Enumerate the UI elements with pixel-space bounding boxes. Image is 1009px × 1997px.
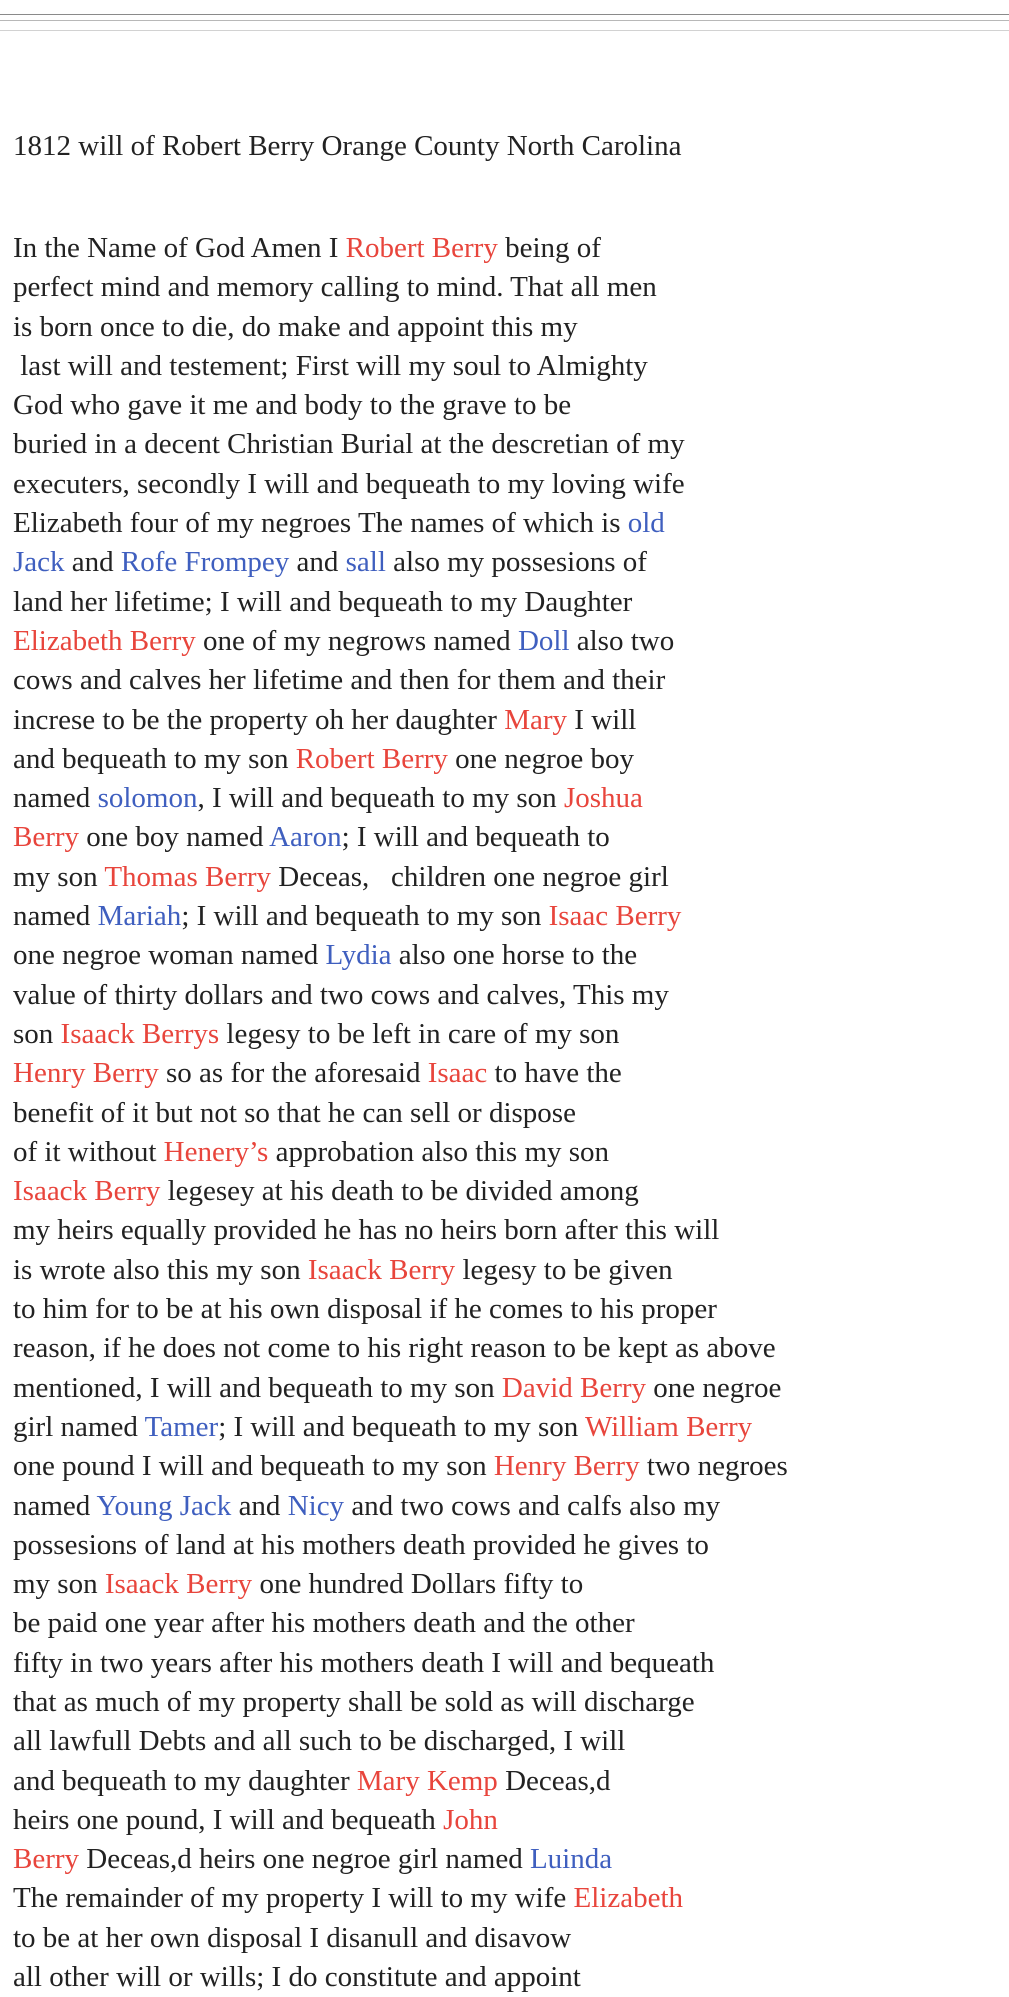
text-line xyxy=(13,1329,993,1368)
text-segment: that as much of my property shall be sold as will discharge xyxy=(13,1685,695,1718)
text-segment: my heirs equally provided he has no heirs born after this will xyxy=(13,1214,720,1247)
text-line xyxy=(13,465,993,504)
text-line xyxy=(13,1133,993,1172)
text-segment: cows and calves her lifetime and then for them and their xyxy=(13,664,666,697)
person-name: Berry xyxy=(13,821,80,854)
text-segment: Deceas, children one negroe girl xyxy=(271,860,669,893)
scan-edge-line xyxy=(0,14,1009,15)
text-line xyxy=(13,1801,993,1840)
text-segment: I will xyxy=(567,703,637,736)
text-segment: so as for the aforesaid xyxy=(158,1057,428,1090)
text-segment: one negroe boy xyxy=(447,742,634,775)
person-name: Isaac xyxy=(427,1057,488,1090)
text-line xyxy=(13,1369,993,1408)
text-segment: my son xyxy=(13,860,105,893)
enslaved-person-name: Lydia xyxy=(325,939,392,972)
text-line xyxy=(13,1879,993,1918)
text-segment: value of thirty dollars and two cows and calves, This my xyxy=(13,978,669,1011)
person-name: Elizabeth Berry xyxy=(13,624,196,657)
enslaved-person-name: Mariah xyxy=(97,900,182,933)
text-line xyxy=(13,701,993,740)
text-line xyxy=(13,818,993,857)
enslaved-person-name: Luinda xyxy=(529,1843,613,1876)
text-segment: son xyxy=(13,1017,61,1050)
text-line xyxy=(13,779,993,818)
person-name: John xyxy=(443,1803,498,1836)
text-segment: executers, secondly I will and bequeath to my loving wife xyxy=(13,467,685,500)
text-line xyxy=(13,1094,993,1133)
person-name: Isaack Berry xyxy=(307,1253,456,1286)
person-name: Henry Berry xyxy=(493,1450,640,1483)
enslaved-person-name: sall xyxy=(345,546,386,579)
text-segment: all other will or wills; I do constitute and appoint xyxy=(13,1961,581,1994)
person-name: William Berry xyxy=(584,1410,753,1443)
text-segment: named xyxy=(13,900,98,933)
text-segment: and xyxy=(289,546,346,579)
text-line xyxy=(13,1722,993,1761)
person-name: Mary Kemp xyxy=(356,1764,498,1797)
text-segment: buried in a decent Christian Burial at the descretian of my xyxy=(13,428,685,461)
text-line xyxy=(13,1840,993,1879)
text-segment: and bequeath to my son xyxy=(13,742,296,775)
person-name: David Berry xyxy=(501,1371,647,1404)
text-segment: Deceas,d xyxy=(497,1764,611,1797)
text-line xyxy=(13,1644,993,1683)
text-segment: ; I will and bequeath to my son xyxy=(181,900,549,933)
text-segment: last will and testement; First will my soul to Almighty xyxy=(13,349,648,382)
text-segment: and two cows and calfs also my xyxy=(344,1489,721,1522)
text-segment: is born once to die, do make and appoint this my xyxy=(13,310,578,343)
person-name: Isaack Berry xyxy=(13,1175,161,1208)
text-line xyxy=(13,1487,993,1526)
text-segment: one of my negrows named xyxy=(195,624,518,657)
text-segment: , I will and bequeath to my son xyxy=(197,782,564,815)
text-line xyxy=(13,543,993,582)
text-segment: also one horse to the xyxy=(391,939,638,972)
person-name: Henry Berry xyxy=(13,1057,159,1090)
text-line xyxy=(13,936,993,975)
text-segment: legesey at his death to be divided among xyxy=(160,1175,639,1208)
text-line xyxy=(13,1211,993,1250)
text-line xyxy=(13,1408,993,1447)
text-line xyxy=(13,268,993,307)
text-segment: reason, if he does not come to his right reason to be kept as above xyxy=(13,1332,776,1365)
text-line xyxy=(13,1290,993,1329)
text-line xyxy=(13,308,993,347)
text-segment: The remainder of my property I will to my wife xyxy=(13,1882,574,1915)
person-name: Robert Berry xyxy=(345,232,498,264)
scan-edge-line xyxy=(0,20,1009,21)
text-line xyxy=(13,1762,993,1801)
enslaved-person-name: Tamer xyxy=(144,1410,219,1443)
text-segment: to be at her own disposal I disanull and disavow xyxy=(13,1921,572,1954)
text-segment: benefit of it but not so that he can sell or dispose xyxy=(13,1096,576,1129)
enslaved-person-name: old xyxy=(627,507,665,540)
text-segment: one pound I will and bequeath to my son xyxy=(13,1450,494,1483)
person-name: Joshua xyxy=(563,782,643,815)
text-segment: heirs one pound, I will and bequeath xyxy=(13,1803,444,1836)
text-segment: is wrote also this my son xyxy=(13,1253,308,1286)
text-segment: named xyxy=(13,1489,97,1522)
text-segment: be paid one year after his mothers death and the other xyxy=(13,1607,635,1640)
text-segment: mentioned, I will and bequeath to my son xyxy=(13,1371,502,1404)
text-segment: all lawfull Debts and all such to be discharged, I will xyxy=(13,1725,626,1758)
text-segment: land her lifetime; I will and bequeath to my Daughter xyxy=(13,585,633,618)
person-name: Isaack Berry xyxy=(104,1568,253,1601)
text-line xyxy=(13,1526,993,1565)
text-line xyxy=(13,1172,993,1211)
text-segment: Elizabeth four of my negroes The names of which is xyxy=(13,507,628,540)
text-line xyxy=(13,386,993,425)
text-line xyxy=(13,858,993,897)
text-line xyxy=(13,1958,993,1997)
person-name: Henery’s xyxy=(163,1135,269,1168)
text-segment: legesy to be given xyxy=(455,1253,673,1286)
text-segment: God who gave it me and body to the grave to be xyxy=(13,389,572,422)
person-name: Mary xyxy=(504,703,568,736)
enslaved-person-name: Jack xyxy=(13,546,65,579)
text-segment: named xyxy=(13,782,98,815)
text-segment: to him for to be at his own disposal if he comes to his proper xyxy=(13,1293,717,1326)
enslaved-person-name: solomon xyxy=(97,782,198,815)
text-line xyxy=(13,347,993,386)
text-segment: ; I will and bequeath to my son xyxy=(218,1410,585,1443)
will-body-text xyxy=(13,229,993,1997)
text-segment: perfect mind and memory calling to mind. That all men xyxy=(13,271,657,304)
person-name: Robert Berry xyxy=(295,742,448,775)
text-line xyxy=(13,1565,993,1604)
text-segment: also my possesions of xyxy=(385,546,647,579)
text-segment: increse to be the property oh her daughter xyxy=(13,703,505,736)
text-segment: possesions of land at his mothers death provided he gives to xyxy=(13,1528,709,1561)
text-line xyxy=(13,1604,993,1643)
person-name: Thomas Berry xyxy=(104,860,272,893)
person-name: Elizabeth xyxy=(573,1882,684,1915)
text-line xyxy=(13,740,993,779)
enslaved-person-name: Aaron xyxy=(269,821,342,854)
text-segment: one negroe xyxy=(646,1371,782,1404)
text-segment: my son xyxy=(13,1568,105,1601)
scan-edge-line xyxy=(0,30,1009,31)
text-line xyxy=(13,897,993,936)
text-segment: one hundred Dollars fifty to xyxy=(252,1568,584,1601)
text-line xyxy=(13,1919,993,1958)
text-line xyxy=(13,661,993,700)
enslaved-person-name: Doll xyxy=(517,624,570,657)
text-line xyxy=(13,622,993,661)
text-line xyxy=(13,1015,993,1054)
person-name: Berry xyxy=(13,1843,80,1876)
enslaved-person-name: Nicy xyxy=(287,1489,345,1522)
person-name: Isaack Berrys xyxy=(60,1017,220,1050)
text-segment: girl named xyxy=(13,1410,145,1443)
text-segment: ; I will and bequeath to xyxy=(341,821,610,854)
document-title: 1812 will of Robert Berry Orange County North Carolina xyxy=(13,130,682,162)
text-segment: two negroes xyxy=(639,1450,788,1483)
person-name: Isaac Berry xyxy=(548,900,682,933)
text-segment: to have the xyxy=(487,1057,622,1090)
text-segment: In the Name of God Amen I xyxy=(13,232,346,264)
text-segment: and xyxy=(231,1489,288,1522)
text-line xyxy=(13,583,993,622)
text-segment: one boy named xyxy=(79,821,270,854)
text-line xyxy=(13,504,993,543)
text-segment: and bequeath to my daughter xyxy=(13,1764,357,1797)
text-segment: legesy to be left in care of my son xyxy=(219,1017,620,1050)
text-segment: of it without xyxy=(13,1135,164,1168)
enslaved-person-name: Rofe Frompey xyxy=(120,546,290,579)
text-segment: also two xyxy=(569,624,675,657)
text-segment: and xyxy=(64,546,121,579)
text-segment: one negroe woman named xyxy=(13,939,326,972)
text-segment: fifty in two years after his mothers death I will and bequeath xyxy=(13,1646,715,1679)
text-line xyxy=(13,976,993,1015)
text-line xyxy=(13,1683,993,1722)
enslaved-person-name: Young Jack xyxy=(96,1489,232,1522)
text-segment: being of xyxy=(497,232,601,264)
text-line xyxy=(13,229,993,268)
text-line xyxy=(13,1251,993,1290)
text-segment: Deceas,d heirs one negroe girl named xyxy=(79,1843,530,1876)
text-line xyxy=(13,1447,993,1486)
text-segment: approbation also this my son xyxy=(268,1135,610,1168)
text-line xyxy=(13,425,993,464)
text-line xyxy=(13,1054,993,1093)
